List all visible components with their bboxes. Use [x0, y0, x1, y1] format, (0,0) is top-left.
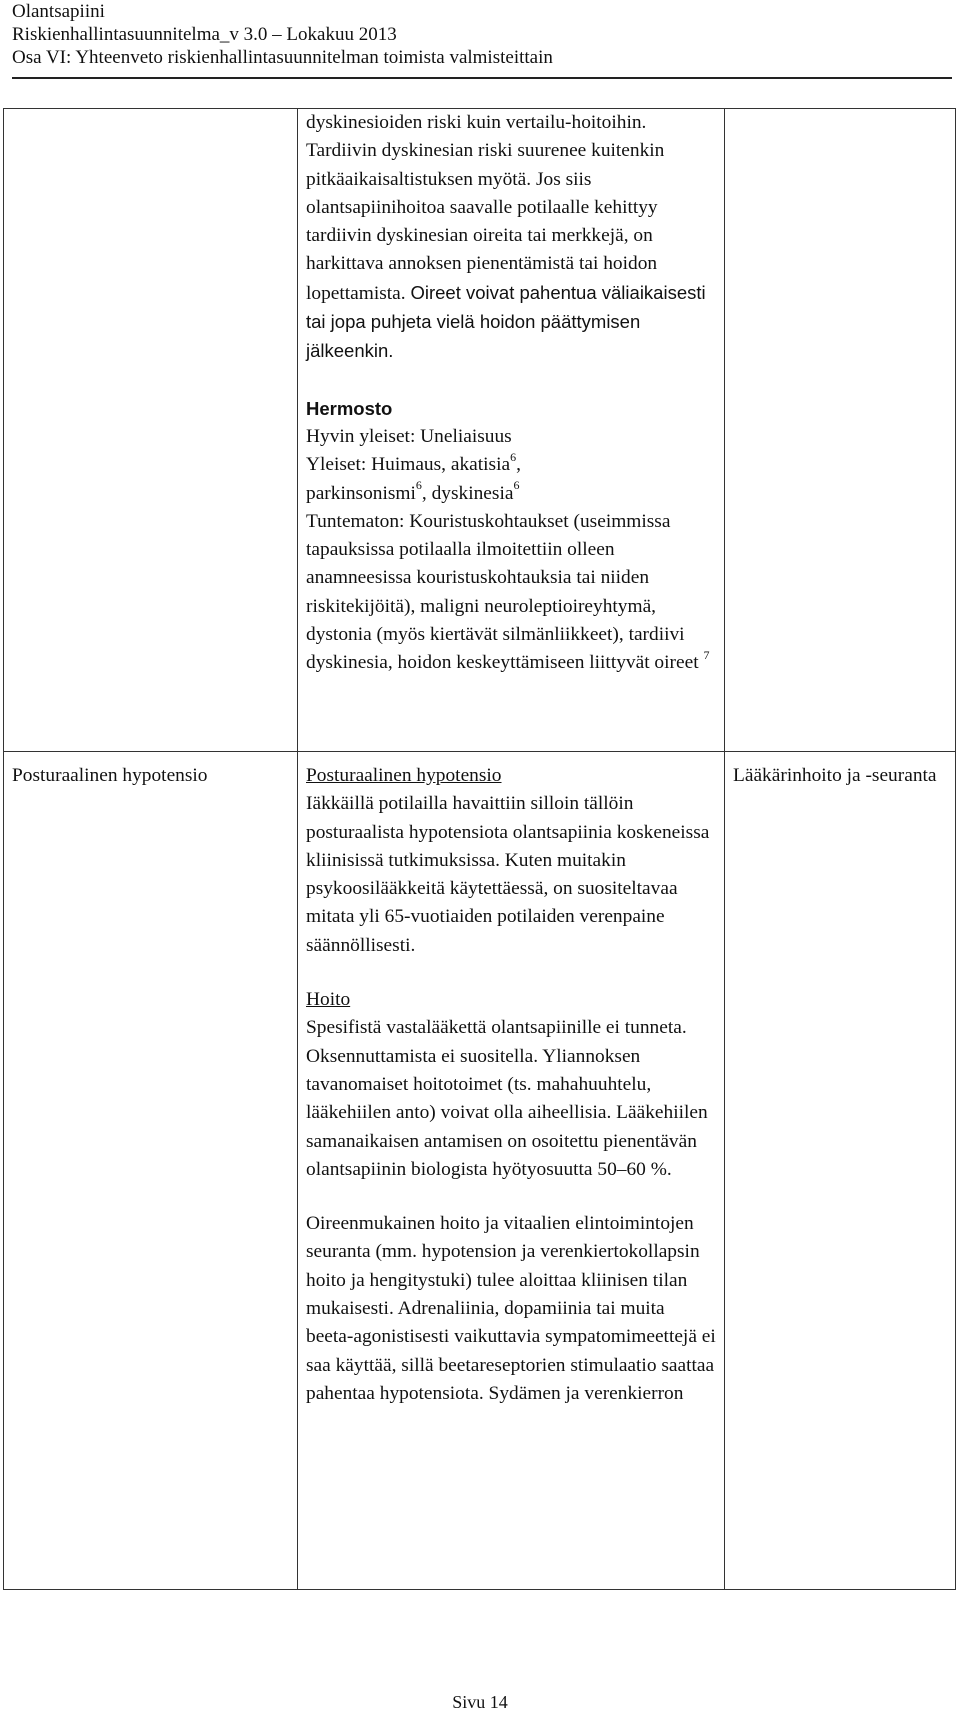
cell-risk-empty: [4, 109, 298, 752]
treatment-text: Spesifistä vastalääkettä olantsapiinille ei tunneta. Oksennuttamista ei suositella. Yliannoksen tavanomaiset hoitotoimet (ts. mahahuuhtelu, lääkehiilen anto) voivat olla aiheellisia. Lääkehiilen samanaikaisen antamisen on osoitettu pienentävän olantsapiinin biologista hyötyosuutta 50–60 %.: [306, 1017, 708, 1180]
header-document: Riskienhallintasuunnitelma_v 3.0 – Lokakuu 2013: [12, 24, 397, 45]
page-header: [12, 0, 952, 69]
hermosto-unknown: Tuntematon: Kouristuskohtaukset (useimmissa tapauksissa potilaalla ilmoitettiin olleen anamneesissa kouristuskohtauksia tai niiden riskitekijöitä), maligni neuroleptioireyhtymä, dystonia (myös kiertävät silmänliikkeet), tardiivi dyskinesia, hoidon keskeyttämiseen liittyvät oireet $^7$: [306, 510, 710, 674]
cell-measures: Lääkärinhoito ja -seuranta: [725, 752, 956, 1590]
symptomatic-text: Oireenmukainen hoito ja vitaalien elintoimintojen seuranta (mm. hypotension ja verenkiertokollapsin hoito ja hengitystuki) tulee aloittaa kliinisen tilan mukaisesti. Adrenaliinia, dopamiinia tai muita beeta-agonistisesti vaikuttavia sympatomimeettejä ei saa käyttää, sillä beetareseptorien stimulaatio saattaa pahentaa hypotensiota. Sydämen ja verenkierron: [306, 1213, 716, 1404]
header-section: Osa VI: Yhteenveto riskienhallintasuunnitelman toimista valmisteittain: [12, 47, 553, 68]
hypotension-text: Iäkkäillä potilailla havaittiin silloin tällöin posturaalista hypotensiota olantsapiinia koskeneissa kliinisissä tutkimuksissa. Kuten muitakin psykoosilääkkeitä käytettäessä, on suositeltavaa mitata yli 65-vuotiaiden potilaiden verenpaine säännöllisesti.: [306, 793, 710, 956]
page-number: Sivu 14: [452, 1692, 508, 1712]
table-row: [4, 752, 956, 1590]
tardive-text: [306, 109, 716, 367]
header-product: Olantsapiini: [12, 1, 105, 22]
hermosto-title: Hermosto: [306, 397, 393, 419]
tardive-text-sans: Oireet voivat pahentua väliaikaisesti tai jopa puhjeta vielä hoidon päättymisen jälkeenkin.: [306, 281, 706, 362]
cell-description: [298, 109, 725, 752]
treatment-title: Hoito: [306, 989, 351, 1011]
hermosto-very-common: Hyvin yleiset: Uneliaisuus: [306, 425, 512, 447]
table-row: [4, 109, 956, 752]
cell-description: [298, 752, 725, 1590]
hypotension-title: Posturaalinen hypotensio: [306, 765, 502, 786]
header-rule: [12, 77, 952, 79]
hermosto-common-cont: parkinsonismi$^6$, dyskinesia$^6$: [306, 478, 520, 504]
cell-risk-name: Posturaalinen hypotensio: [4, 752, 298, 1590]
hermosto-common: Yleiset: Huimaus, akatisia$^6$,: [306, 449, 521, 476]
risk-table: [3, 108, 956, 1590]
tardive-text-serif: dyskinesioiden riski kuin vertailu-hoitoihin. Tardiivin dyskinesian riski suurenee kuitenkin pitkäaikaisaltistuksen myötä. Jos siis olantsapiinihoitoa saavalle potilaalle kehittyy tardiivin dyskinesian oireita tai merkkejä, on harkittava annoksen pienentämistä tai hoidon lopettamista.: [306, 112, 665, 304]
cell-measures-empty: [725, 109, 956, 752]
